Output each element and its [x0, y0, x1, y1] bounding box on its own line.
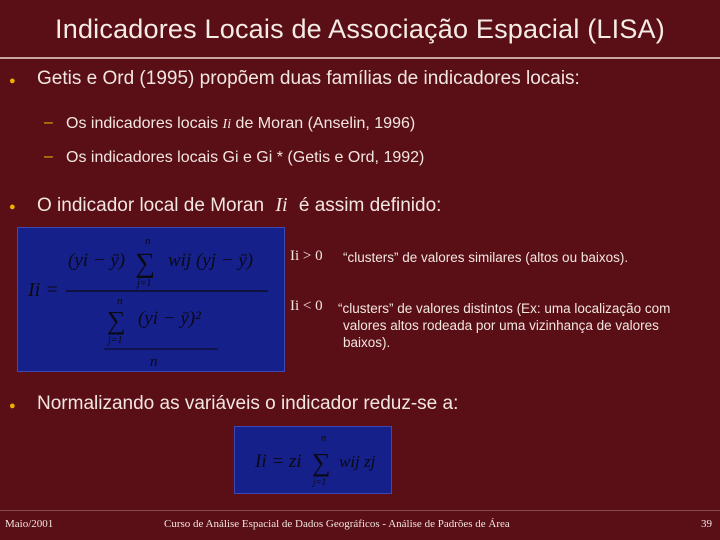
formula-num-b: wij (yj − ȳ): [168, 250, 254, 271]
formula2-rest: wij zj: [339, 452, 376, 471]
formula-sum-top: n: [145, 235, 151, 247]
sub-bullet-moran: [66, 115, 415, 133]
condition-negative: Ii < 0: [290, 298, 323, 314]
formula-den-sum-top: n: [117, 295, 123, 307]
sub-symbol-ii: Ii: [222, 117, 232, 132]
footer-course: Curso de Análise Espacial de Dados Geográficos - Análise de Padrões de Área: [164, 518, 510, 530]
footer-date: Maio/2001: [5, 518, 54, 530]
sub-bullet-getis: Os indicadores locais Gi e Gi * (Getis e Ord, 1992): [66, 149, 425, 166]
formula-den-sigma: ∑: [107, 306, 126, 335]
slide-title: Indicadores Locais de Associação Espacial (LISA): [55, 14, 665, 44]
bullet2-symbol: Ii: [275, 194, 288, 216]
bullet-dot: ●: [9, 400, 16, 412]
formula2-lhs: Ii = zi: [255, 451, 302, 472]
desc-positive: “clusters” de valores similares (altos ou baixos).: [343, 250, 629, 265]
bullet2-post: é assim definido:: [298, 195, 442, 216]
condition-positive: Ii > 0: [290, 248, 323, 264]
formula-lhs: Ii =: [28, 279, 59, 301]
formula-sigma: ∑: [135, 248, 155, 279]
footer-page-number: 39: [701, 518, 712, 530]
bullet-text-normalize: Normalizando as variáveis o indicador reduz-se a:: [37, 393, 459, 414]
bullet-dot: ●: [9, 201, 16, 213]
formula-den-a: (yi − ȳ)²: [138, 308, 201, 329]
bullet-dot: ●: [9, 75, 16, 87]
formula-moran-box: [17, 227, 285, 372]
bullet2-pre: O indicador local de Moran: [37, 195, 265, 216]
formula-moran-equation: [18, 228, 284, 371]
footer-divider: [0, 510, 720, 511]
bullet-text-moran-definition: [37, 194, 441, 217]
formula-normalized-equation: [235, 427, 391, 493]
sub-bullet-dash: –: [44, 148, 53, 165]
sub-text-pre: Os indicadores locais: [66, 115, 219, 132]
desc-negative: “clusters” de valores distintos (Ex: uma localização com valores altos rodeada por uma vizinhança de valores baixos).: [338, 301, 671, 350]
formula-normalized-box: [234, 426, 392, 494]
formula-num-a: (yi − ȳ): [68, 250, 126, 271]
formula2-sigma: ∑: [312, 448, 331, 477]
formula2-sum-bottom: j=1: [313, 477, 327, 487]
formula-den-sum-bottom: j=1: [108, 335, 123, 346]
title-divider: [0, 57, 720, 59]
bullet-text-families: Getis e Ord (1995) propõem duas famílias de indicadores locais:: [37, 68, 580, 89]
formula-sum-bottom: j=1: [137, 278, 152, 289]
formula-den-n: n: [150, 354, 158, 370]
sub-text-post: de Moran (Anselin, 1996): [235, 115, 416, 132]
sub-bullet-dash: –: [44, 114, 53, 131]
formula2-sum-top: n: [321, 433, 326, 444]
